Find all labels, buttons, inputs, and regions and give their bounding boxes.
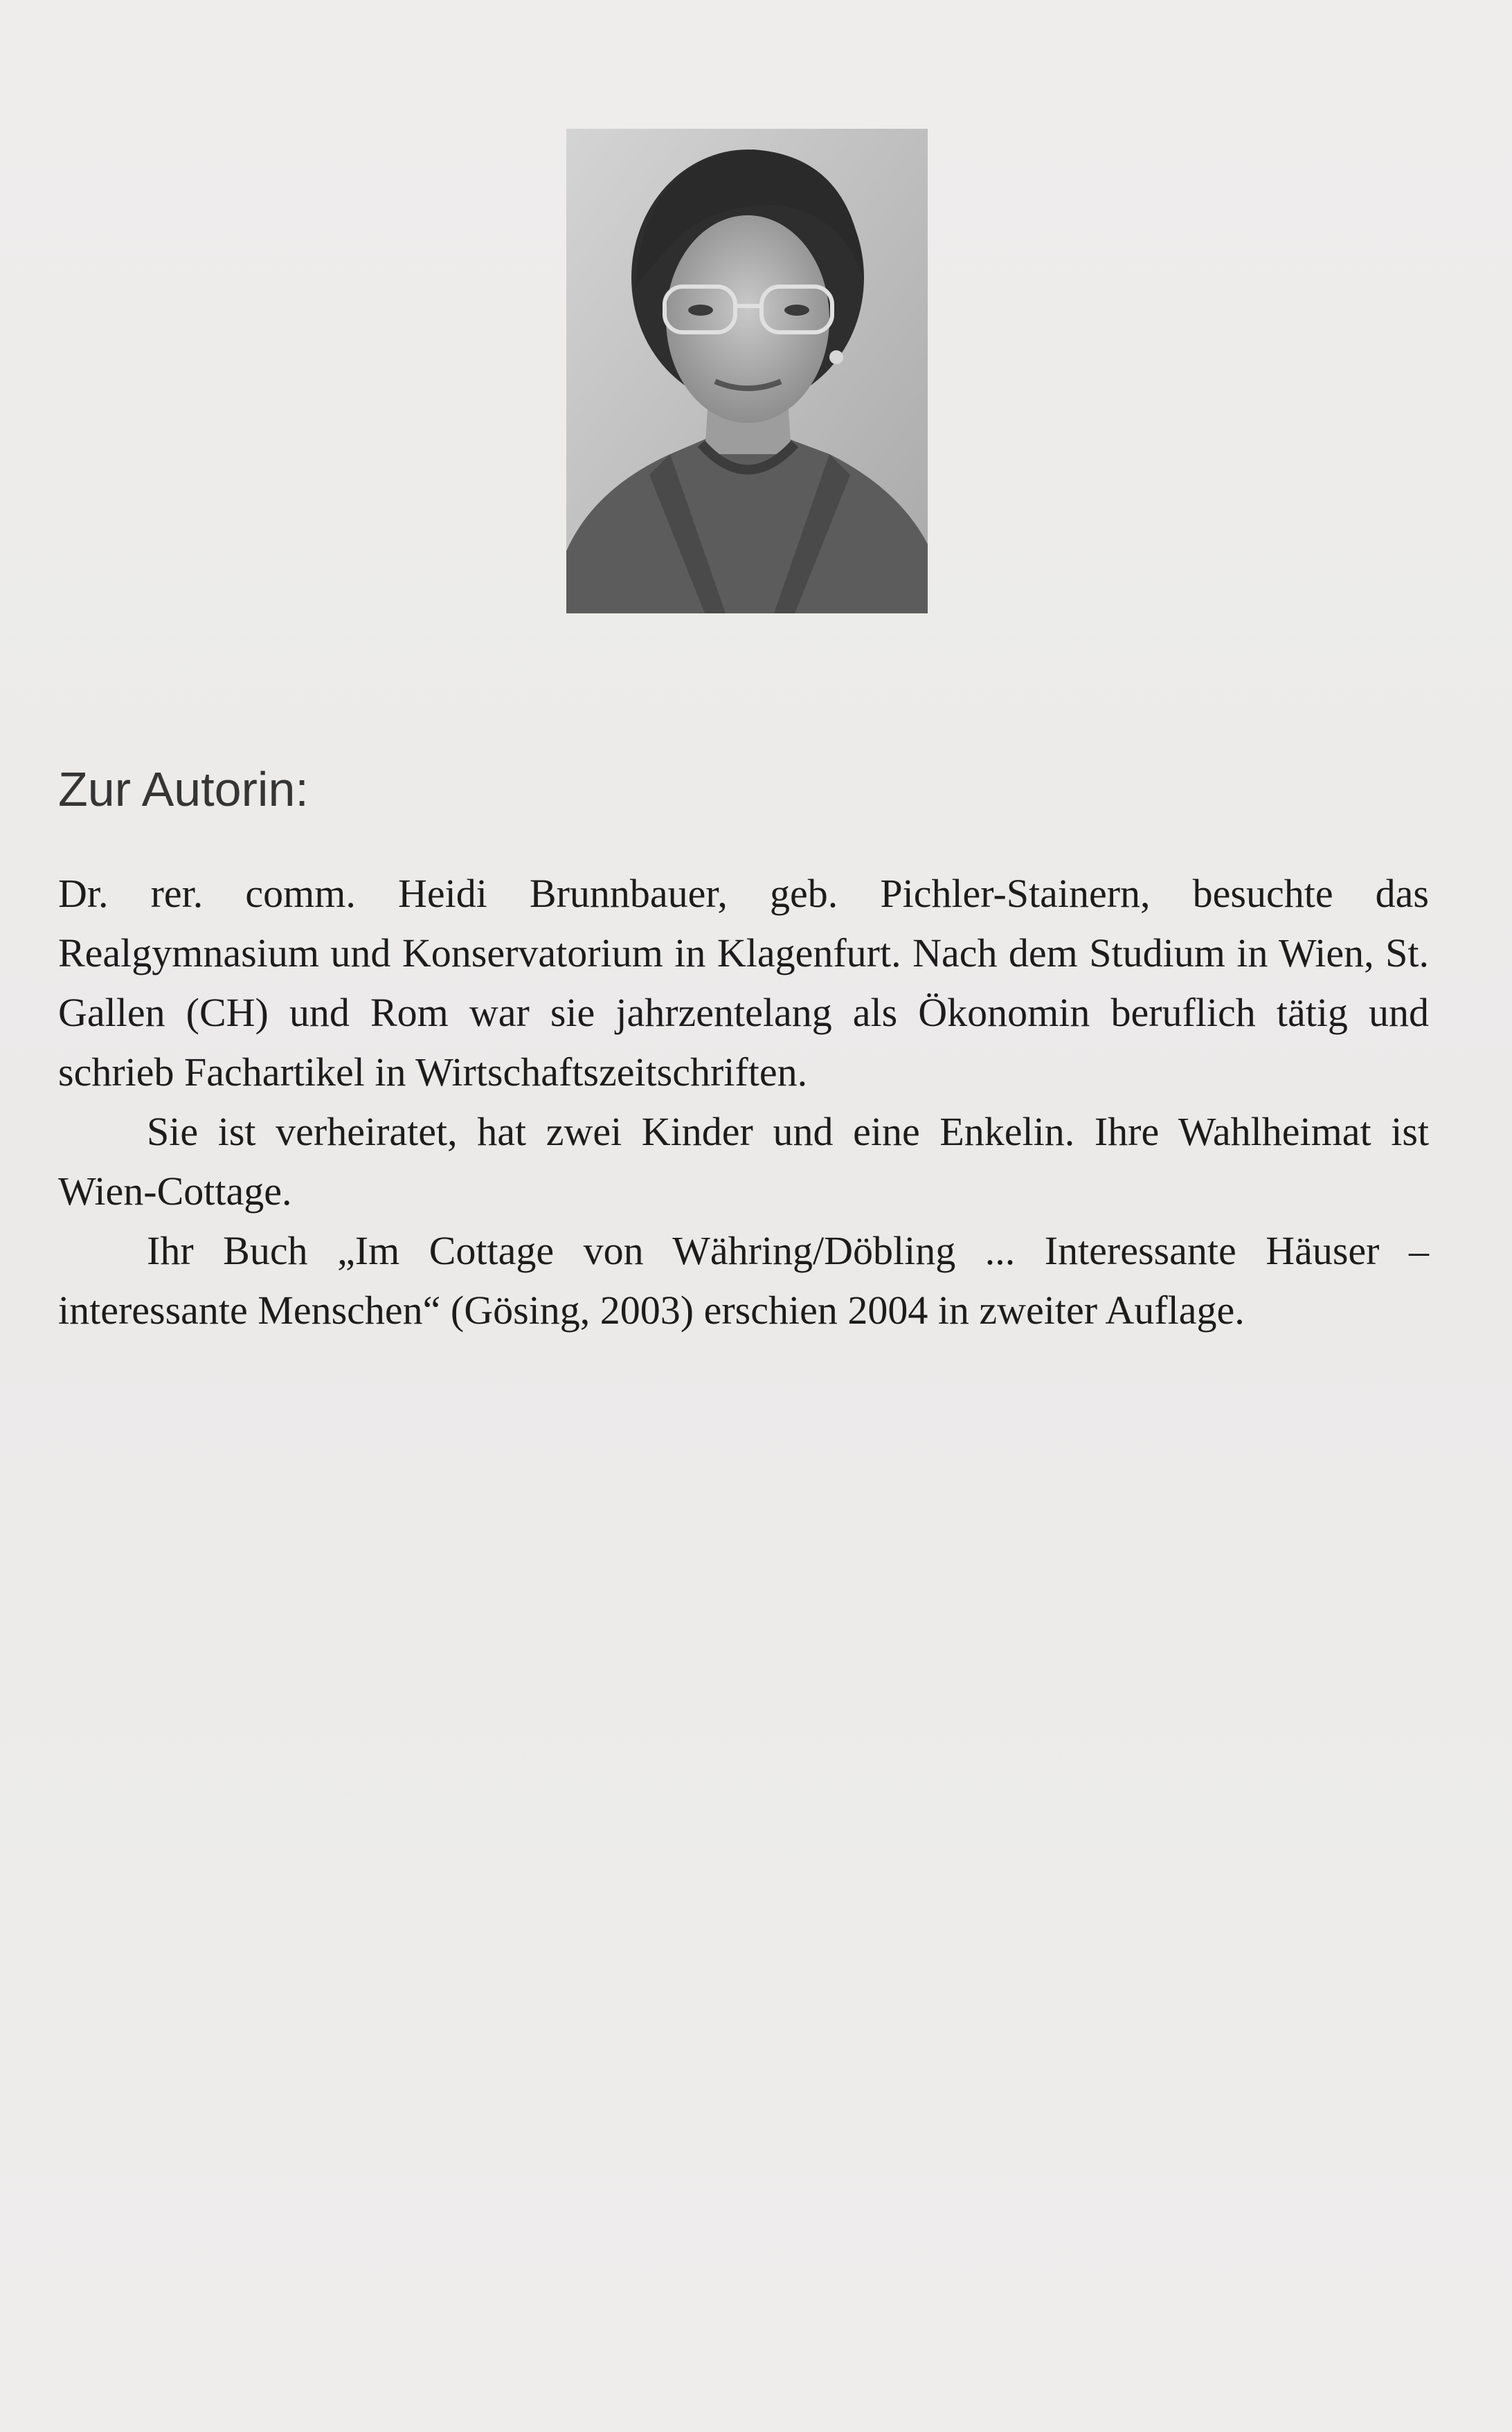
page-heading: Zur Autorin: bbox=[58, 762, 309, 816]
biography-paragraph: Ihr Buch „Im Cottage von Währing/Döbling ... Interessante Häuser – interessante Menschen“ (Gösing, 2003) erschien 2004 in zweiter Auflage. bbox=[58, 1228, 1429, 1333]
author-biography bbox=[58, 864, 1429, 1340]
author-portrait bbox=[566, 129, 928, 613]
portrait-image bbox=[566, 129, 928, 613]
biography-paragraph: Dr. rer. comm. Heidi Brunnbauer, geb. Pichler-Stainern, besuchte das Realgymnasium und Konservatorium in Klagenfurt. Nach dem Studium in Wien, St. Gallen (CH) und Rom war sie jahrzentelang als Ökonomin beruflich tätig und schrieb Fachartikel in Wirtschaftszeitschriften. bbox=[58, 871, 1429, 1095]
biography-paragraph: Sie ist verheiratet, hat zwei Kinder und eine Enkelin. Ihre Wahlheimat ist Wien-Cottage. bbox=[58, 1109, 1429, 1214]
